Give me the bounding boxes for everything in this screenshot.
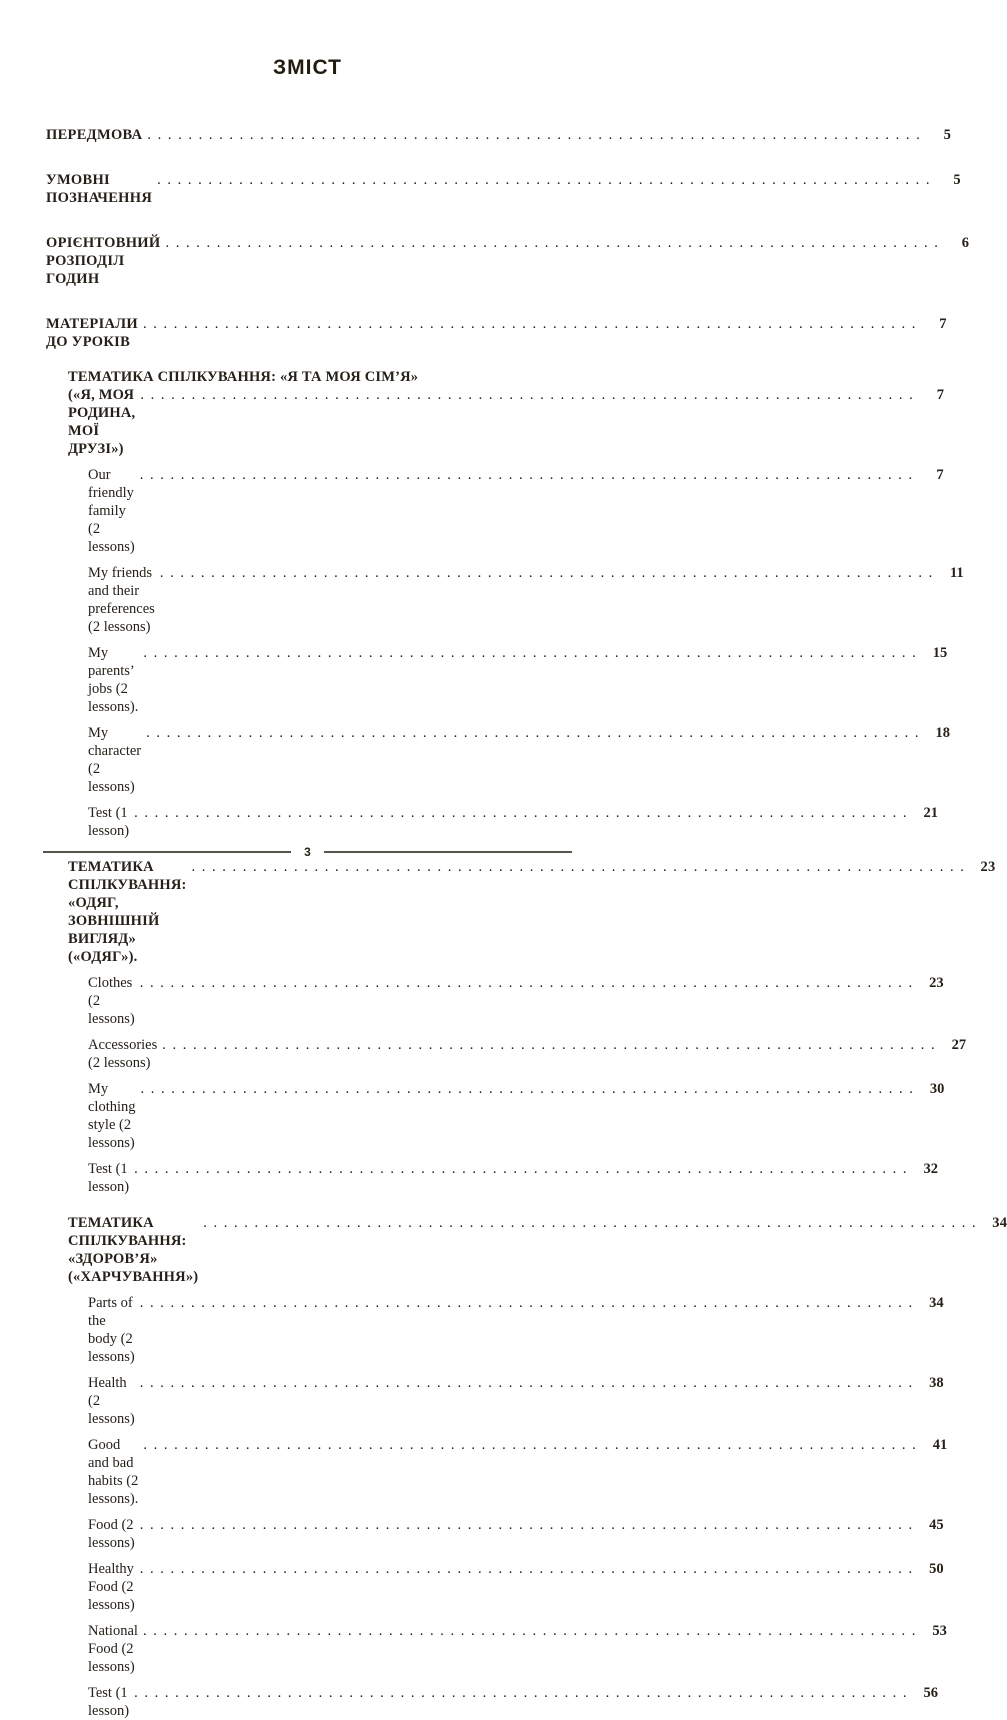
dot-leader	[160, 234, 939, 252]
page-title: ЗМІСТ	[273, 56, 342, 79]
toc-entry-page-number: 7	[936, 467, 944, 483]
toc-entry-page-number: 50	[929, 1561, 944, 1577]
toc-entry-page-number: 18	[935, 725, 950, 741]
toc-entry-page-number: 56	[923, 1685, 938, 1701]
toc-entry-label: Healthy Food (2 lessons)	[88, 1561, 135, 1613]
toc-entry-label: National Food (2 lessons)	[88, 1623, 138, 1675]
toc-entry-label-line2: («Я, МОЯ РОДИНА, МОЇ ДРУЗІ»)	[68, 387, 136, 457]
toc-entry-page-number: 7	[939, 316, 947, 332]
toc-entry	[46, 1036, 967, 1072]
dot-leader	[129, 804, 908, 822]
toc-entry-label: ТЕМАТИКА СПІЛКУВАННЯ: «Я ТА МОЯ СІМ’Я»	[68, 369, 419, 385]
dot-leader	[187, 858, 966, 876]
dot-leader	[135, 466, 914, 484]
toc-entry-label: My parents’ jobs (2 lessons).	[88, 645, 139, 715]
toc-entry-label: Clothes (2 lessons)	[88, 975, 135, 1027]
dot-leader	[142, 126, 921, 144]
toc-entry-label: Our friendly family (2 lessons)	[88, 467, 135, 555]
dot-leader	[135, 1294, 914, 1312]
toc-entry-page-number: 32	[923, 1161, 938, 1177]
page-number: 3	[304, 845, 311, 859]
footer-rule-left	[43, 851, 291, 853]
dot-leader	[135, 1560, 914, 1578]
dot-leader	[138, 1622, 917, 1640]
toc-entry	[46, 1214, 1007, 1286]
toc-entry	[46, 1160, 938, 1196]
dot-leader	[152, 171, 931, 189]
dot-leader	[129, 1684, 908, 1702]
toc-entry-label: My friends and their preferences (2 lessons)	[88, 565, 155, 635]
page-footer	[43, 845, 572, 859]
dot-leader	[135, 1374, 914, 1392]
dot-leader	[136, 1080, 915, 1098]
toc-entry	[46, 234, 970, 288]
toc-entry	[46, 315, 947, 351]
toc-entry	[46, 466, 944, 556]
dot-leader	[135, 1516, 914, 1534]
toc-entry-label: ТЕМАТИКА СПІЛКУВАННЯ: «ОДЯГ, ЗОВНІШНІЙ ВИГЛЯД» («ОДЯГ»).	[68, 859, 187, 965]
toc-entry-label: Test (1 lesson)	[88, 1685, 130, 1719]
toc-entry	[46, 1374, 944, 1428]
toc-entry-label: Accessories (2 lessons)	[88, 1037, 158, 1071]
toc-entry-page-number: 30	[929, 1081, 945, 1097]
toc-entry	[46, 1080, 945, 1152]
dot-leader	[138, 644, 917, 662]
toc-entry-label: Food (2 lessons)	[88, 1517, 135, 1551]
toc-entry	[46, 804, 938, 840]
toc-entry-label: Good and bad habits (2 lessons).	[88, 1437, 139, 1507]
toc-entry-page-number: 34	[992, 1215, 1007, 1231]
dot-leader	[129, 1160, 908, 1178]
toc-entry-label: Test (1 lesson)	[88, 805, 130, 839]
toc-entry-label: УМОВНІ ПОЗНАЧЕННЯ	[46, 172, 153, 206]
toc-entry-label: ТЕМАТИКА СПІЛКУВАННЯ: «ЗДОРОВ’Я» («ХАРЧУВАННЯ»)	[68, 1215, 199, 1285]
toc-entry	[46, 724, 950, 796]
toc-entry-page-number: 7	[936, 387, 945, 403]
dot-leader	[135, 974, 914, 992]
toc-entry-page-number: 6	[961, 235, 970, 251]
footer-rule-right	[324, 851, 572, 853]
toc-entry-page-number: 23	[980, 859, 996, 875]
toc-entry-label: ОРІЄНТОВНИЙ РОЗПОДІЛ ГОДИН	[46, 235, 161, 287]
toc-entry-page-number: 5	[953, 172, 961, 188]
toc-entry-page-number: 41	[932, 1437, 948, 1453]
dot-leader	[135, 386, 914, 404]
toc-entry	[46, 369, 945, 458]
toc-entry	[46, 1516, 944, 1552]
dot-leader	[138, 315, 917, 333]
toc-entry-page-number: 15	[932, 645, 948, 661]
toc-entry-label: Parts of the body (2 lessons)	[88, 1295, 135, 1365]
toc-entry-page-number: 53	[932, 1623, 947, 1639]
toc-entry	[46, 858, 996, 966]
toc-entry-page-number: 38	[929, 1375, 944, 1391]
dot-leader	[155, 564, 934, 582]
toc-entry-label: Test (1 lesson)	[88, 1161, 130, 1195]
toc-list	[46, 126, 1007, 1720]
toc-entry	[46, 1622, 947, 1676]
toc-entry	[46, 1436, 948, 1508]
toc-entry-page-number: 34	[929, 1295, 944, 1311]
toc-entry-page-number: 27	[951, 1037, 967, 1053]
toc-entry	[46, 126, 952, 144]
toc-entry	[46, 564, 964, 636]
toc-entry-page-number: 5	[943, 127, 952, 143]
toc-entry	[46, 1294, 944, 1366]
toc-entry-page-number: 21	[923, 805, 938, 821]
toc-entry	[46, 974, 944, 1028]
toc-entry	[46, 1560, 944, 1614]
toc-entry	[46, 171, 961, 207]
toc-entry-label: My character (2 lessons)	[88, 725, 142, 795]
toc-entry-label: My clothing style (2 lessons)	[88, 1081, 136, 1151]
toc-entry	[46, 1684, 938, 1720]
dot-leader	[141, 724, 920, 742]
toc-entry-page-number: 11	[949, 565, 964, 581]
toc-entry-page-number: 23	[929, 975, 944, 991]
toc-entry-label: МАТЕРІАЛИ ДО УРОКІВ	[46, 316, 138, 350]
dot-leader	[157, 1036, 936, 1054]
toc-entry-label: Health (2 lessons)	[88, 1375, 135, 1427]
dot-leader	[138, 1436, 917, 1454]
dot-leader	[198, 1214, 977, 1232]
toc-entry-label: ПЕРЕДМОВА	[46, 127, 143, 143]
toc-entry-page-number: 45	[929, 1517, 944, 1533]
toc-entry	[46, 644, 948, 716]
